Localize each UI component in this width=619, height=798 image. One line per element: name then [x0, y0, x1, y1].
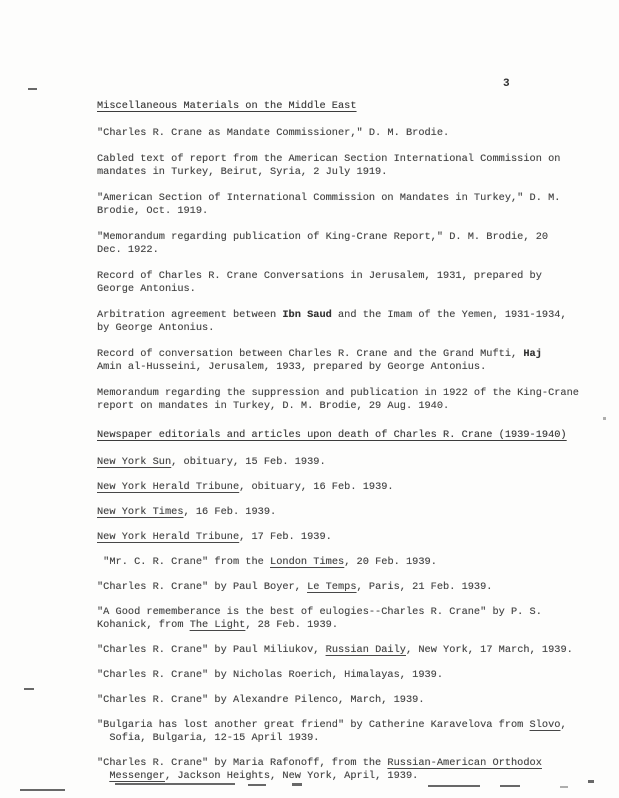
scan-artifact	[115, 783, 235, 785]
underlined-title: New York Herald Tribune	[97, 531, 240, 543]
text-segment: Amin al-Husseini, Jerusalem, 1933, prepared by George Antonius.	[97, 361, 487, 373]
text-segment: Arbitration agreement between	[97, 309, 283, 321]
entry-line	[97, 205, 597, 218]
text-segment: , 20 Feb. 1939.	[344, 556, 437, 568]
text-segment: "Charles R. Crane" by Maria Rafonoff, from the	[97, 757, 388, 769]
entry	[97, 719, 597, 745]
scan-artifact	[560, 786, 568, 788]
entry-line	[97, 757, 597, 770]
entry	[97, 757, 597, 783]
scan-artifact	[24, 688, 34, 690]
entry-line	[97, 481, 597, 494]
entry	[97, 456, 597, 469]
text-segment: and the Imam of the Yemen, 1931-1934,	[331, 309, 567, 321]
text-segment: Haj	[523, 348, 542, 360]
entry	[97, 231, 597, 257]
entry	[97, 556, 597, 569]
entry-line	[97, 506, 597, 519]
text-segment: "Mr. C. R. Crane" from the	[97, 556, 271, 568]
entry-line	[97, 244, 597, 257]
text-segment: , 28 Feb. 1939.	[245, 619, 338, 631]
text-segment: "Charles R. Crane" by Paul Boyer,	[97, 581, 308, 593]
scan-artifact	[588, 780, 594, 783]
text-segment: , obituary, 16 Feb. 1939.	[239, 481, 394, 493]
entry-line	[97, 581, 597, 594]
text-segment: , Paris, 21 Feb. 1939.	[356, 581, 493, 593]
entry	[97, 387, 597, 413]
underlined-title: Slovo	[529, 719, 561, 731]
text-segment	[97, 770, 109, 782]
scan-artifact	[28, 88, 37, 90]
entry-line	[97, 270, 597, 283]
entry-line	[97, 619, 597, 632]
document-section	[97, 100, 597, 413]
entry	[97, 694, 597, 707]
text-segment: Dec. 1922.	[97, 244, 159, 256]
entry-line	[97, 387, 597, 400]
entry	[97, 531, 597, 544]
scan-artifact	[603, 417, 606, 420]
page-number: 3	[503, 78, 510, 90]
entry-line	[97, 231, 597, 244]
text-segment: Brodie, Oct. 1919.	[97, 205, 209, 217]
entry-line	[97, 400, 597, 413]
underlined-title: New York Sun	[97, 456, 172, 468]
entry-line	[97, 166, 597, 179]
text-segment: , obituary, 15 Feb. 1939.	[171, 456, 326, 468]
text-segment: mandates in Turkey, Beirut, Syria, 2 July 1919.	[97, 166, 388, 178]
text-segment: , Jackson Heights, New York, April, 1939.	[164, 770, 419, 782]
scan-artifact	[248, 784, 266, 786]
entry-line	[97, 322, 597, 335]
document-section	[97, 429, 597, 783]
text-segment: Record of Charles R. Crane Conversations in Jerusalem, 1931, prepared by	[97, 270, 542, 282]
text-segment: , New York, 17 March, 1939.	[405, 644, 573, 656]
entry	[97, 644, 597, 657]
entry	[97, 270, 597, 296]
text-segment: Memorandum regarding the suppression and publication in 1922 of the King-Crane	[97, 387, 579, 399]
text-segment: "A Good rememberance is the best of eulogies--Charles R. Crane" by P. S.	[97, 606, 542, 618]
entry-line	[97, 669, 597, 682]
text-segment: "Bulgaria has lost another great friend" by Catherine Karavelova from	[97, 719, 530, 731]
entry-line	[97, 283, 597, 296]
entry-line	[97, 556, 597, 569]
scan-artifact	[20, 789, 65, 791]
text-segment: Sofia, Bulgaria, 12-15 April 1939.	[97, 732, 320, 744]
entry	[97, 127, 597, 140]
underlined-title: The Light	[189, 619, 246, 631]
entry	[97, 481, 597, 494]
entry	[97, 506, 597, 519]
scan-artifact	[292, 783, 302, 786]
entry-line	[97, 309, 597, 322]
entry	[97, 348, 597, 374]
entry-line	[97, 192, 597, 205]
scan-artifact	[428, 785, 480, 787]
entry-line	[97, 732, 597, 745]
text-segment: report on mandates in Turkey, D. M. Brodie, 29 Aug. 1940.	[97, 400, 450, 412]
text-segment: Record of conversation between Charles R. Crane and the Grand Mufti,	[97, 348, 524, 360]
underlined-title: Russian Daily	[325, 644, 406, 656]
entry-line	[97, 606, 597, 619]
entry	[97, 192, 597, 218]
section-heading: Miscellaneous Materials on the Middle East	[97, 100, 357, 112]
page-content	[97, 100, 597, 795]
text-segment: Cabled text of report from the American Section International Commission on	[97, 153, 561, 165]
text-segment: "Charles R. Crane" by Paul Miliukov,	[97, 644, 326, 656]
text-segment: ,	[560, 719, 567, 731]
entry-line	[97, 456, 597, 469]
text-segment: , 16 Feb. 1939.	[183, 506, 277, 518]
text-segment: "American Section of International Commission on Mandates in Turkey," D. M.	[97, 192, 561, 204]
entry-line	[97, 127, 597, 140]
entry	[97, 153, 597, 179]
section-heading: Newspaper editorials and articles upon death of Charles R. Crane (1939-1940)	[97, 429, 567, 441]
underlined-title: London Times	[270, 556, 345, 568]
scan-artifact	[500, 785, 520, 787]
entry-line	[97, 153, 597, 166]
underlined-title: New York Times	[97, 506, 184, 518]
text-segment: "Memorandum regarding publication of King-Crane Report," D. M. Brodie, 20	[97, 231, 549, 243]
text-segment: "Charles R. Crane" by Alexandre Pilenco, March, 1939.	[97, 694, 425, 706]
underlined-title: Russian-American Orthodox	[387, 757, 542, 769]
entry-line	[97, 719, 597, 732]
entry	[97, 309, 597, 335]
text-segment: Ibn Saud	[282, 309, 332, 321]
text-segment: Kohanick, from	[97, 619, 190, 631]
text-segment: , 17 Feb. 1939.	[239, 531, 332, 543]
text-segment: "Charles R. Crane" by Nicholas Roerich, Himalayas, 1939.	[97, 669, 444, 681]
entry-line	[97, 770, 597, 783]
underlined-title: New York Herald Tribune	[97, 481, 240, 493]
entry-line	[97, 694, 597, 707]
text-segment: George Antonius.	[97, 283, 196, 295]
entry-line	[97, 348, 597, 361]
text-segment: "Charles R. Crane as Mandate Commissioner," D. M. Brodie.	[97, 127, 450, 139]
entry	[97, 669, 597, 682]
entry-line	[97, 531, 597, 544]
entry-line	[97, 644, 597, 657]
underlined-title: Le Temps	[307, 581, 357, 593]
text-segment: by George Antonius.	[97, 322, 215, 334]
entry	[97, 606, 597, 632]
entry-line	[97, 361, 597, 374]
underlined-title: Messenger	[109, 770, 165, 782]
entry	[97, 581, 597, 594]
